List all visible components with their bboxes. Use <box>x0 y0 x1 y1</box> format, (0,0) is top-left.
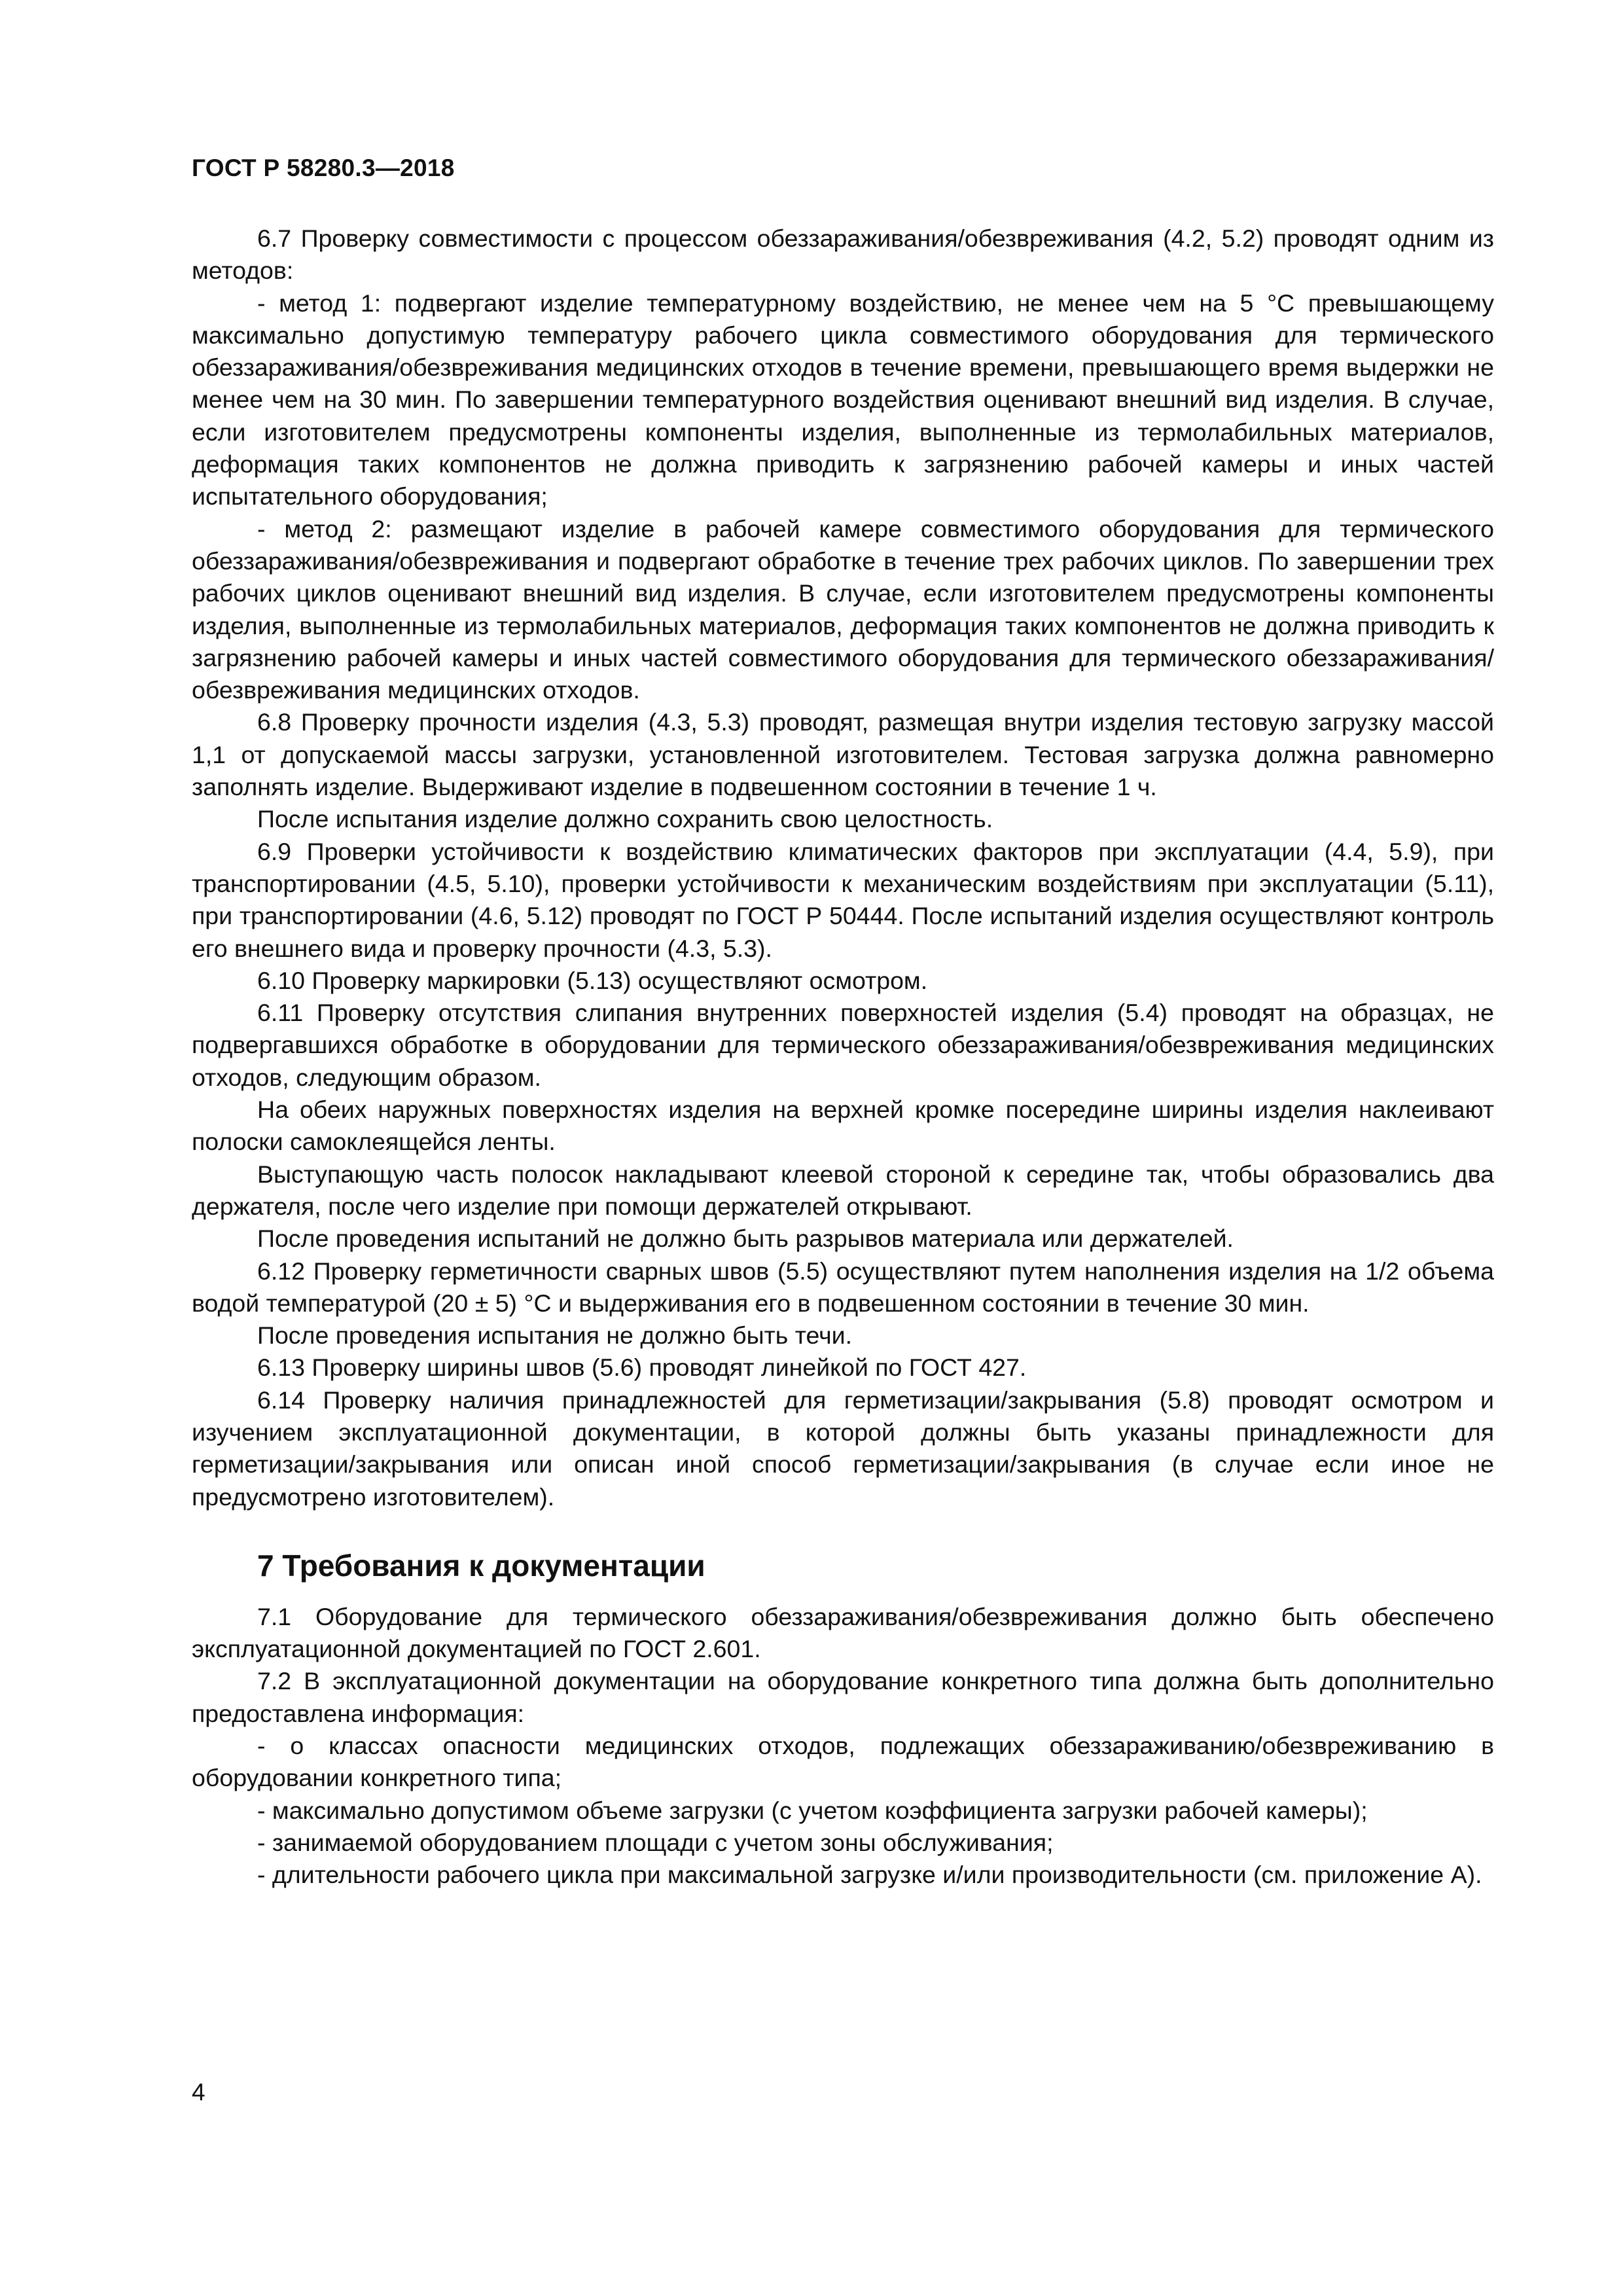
paragraph-6-8: 6.8 Проверку прочности изделия (4.3, 5.3) проводят, размещая внутри изделия тестовую загрузку массой 1,1 от допускаемой массы загрузки, установленной изготовителем. Тестовая загрузка должна равномерно заполнять изделие. Выдерживают изделие в подвешенном состоянии в течение 1 ч. <box>192 708 1494 801</box>
paragraph-6-7-method-1: - метод 1: подвергают изделие температурному воздействию, не менее чем на 5 °С превышающему максимально допустимую температуру рабочего цикла совместимого оборудования для термического обеззараживания/обезвреживания медицинских отходов в течение времени, превышающего время выдержки не менее чем на 30 мин. По завершении температурного воздействия оценивают внешний вид изделия. В случае, если изготовителем предусмотрены компоненты изделия, выполненные из термолабильных материалов, деформация таких компонентов не должна приводить к загрязнению рабочей камеры и иных частей испытательного оборудования; <box>192 289 1494 511</box>
paragraph-6-8-result: После испытания изделие должно сохранить свою целостность. <box>257 805 993 833</box>
paragraph-6-7: 6.7 Проверку совместимости с процессом обеззараживания/обезвреживания (4.2, 5.2) проводят одним из методов: <box>192 224 1494 285</box>
paragraph-6-11-result: После проведения испытаний не должно быть разрывов материала или держателей. <box>257 1225 1234 1253</box>
paragraph-6-11-step-2: Выступающую часть полосок накладывают клеевой стороной к середине так, чтобы образовались два держателя, после чего изделие при помощи держателей открывают. <box>192 1160 1494 1220</box>
paragraph-6-11: 6.11 Проверку отсутствия слипания внутренних поверхностей изделия (5.4) проводят на образцах, не подвергавшихся обработке в оборудовании для термического обеззараживания/обезвреживания медицинских отходов, следующим образом. <box>192 999 1494 1091</box>
document-header: ГОСТ Р 58280.3—2018 <box>192 154 455 181</box>
paragraph-7-2-item-2: - максимально допустимом объеме загрузки (с учетом коэффициента загрузки рабочей камеры); <box>257 1796 1368 1824</box>
paragraph-6-11-step-1: На обеих наружных поверхностях изделия на верхней кромке посередине ширины изделия наклеивают полоски самоклеящейся ленты. <box>192 1096 1494 1156</box>
paragraph-7-2-item-3: - занимаемой оборудованием площади с учетом зоны обслуживания; <box>257 1828 1054 1856</box>
paragraph-6-12: 6.12 Проверку герметичности сварных швов (5.5) осуществляют путем наполнения изделия на 1/2 объема водой температурой (20 ± 5) °С и выдерживания его в подвешенном состоянии в течение 30 мин. <box>192 1257 1494 1317</box>
paragraph-6-10: 6.10 Проверку маркировки (5.13) осуществляют осмотром. <box>257 966 928 994</box>
paragraph-7-2: 7.2 В эксплуатационной документации на оборудование конкретного типа должна быть дополнительно предоставлена информация: <box>192 1667 1494 1727</box>
paragraph-6-14: 6.14 Проверку наличия принадлежностей для герметизации/закрывания (5.8) проводят осмотром и изучением эксплуатационной документации, в которой должны быть указаны принадлежности для герметизации/закрывания или описан иной способ герметизации/закрывания (в случае если иное не предусмотрено изготовителем). <box>192 1386 1494 1511</box>
paragraph-6-13: 6.13 Проверку ширины швов (5.6) проводят линейкой по ГОСТ 427. <box>257 1354 1027 1382</box>
paragraph-6-7-method-2: - метод 2: размещают изделие в рабочей камере совместимого оборудования для термического обеззараживания/обезвреживания и подвергают обработке в течение трех рабочих циклов. По завершении трех рабочих циклов оценивают внешний вид изделия. В случае, если изготовителем предусмотрены компоненты изделия, выполненные из термолабильных материалов, деформация таких компонентов не должна приводить к загрязнению рабочей камеры и иных частей совместимого оборудования для термического обеззараживания/обезвреживания медицинских отходов. <box>192 514 1494 704</box>
document-body <box>192 223 1494 1892</box>
paragraph-7-2-item-1: - о классах опасности медицинских отходов, подлежащих обеззараживанию/обезвреживанию в оборудовании конкретного типа; <box>192 1732 1494 1792</box>
paragraph-7-1: 7.1 Оборудование для термического обеззараживания/обезвреживания должно быть обеспечено эксплуатационной документацией по ГОСТ 2.601. <box>192 1602 1494 1663</box>
paragraph-6-9: 6.9 Проверки устойчивости к воздействию климатических факторов при эксплуатации (4.4, 5.9), при транспортировании (4.5, 5.10), проверки устойчивости к механическим воздействиям при эксплуатации (5.11), при транспортировании (4.6, 5.12) проводят по ГОСТ Р 50444. После испытаний изделия осуществляют контроль его внешнего вида и проверку прочности (4.3, 5.3). <box>192 837 1494 962</box>
paragraph-6-12-result: После проведения испытания не должно быть течи. <box>257 1321 853 1350</box>
paragraph-7-2-item-4: - длительности рабочего цикла при максимальной загрузке и/или производительности (см. приложение А). <box>257 1861 1482 1889</box>
section-7-title: 7 Требования к документации <box>257 1548 705 1583</box>
page-number: 4 <box>192 2079 205 2106</box>
